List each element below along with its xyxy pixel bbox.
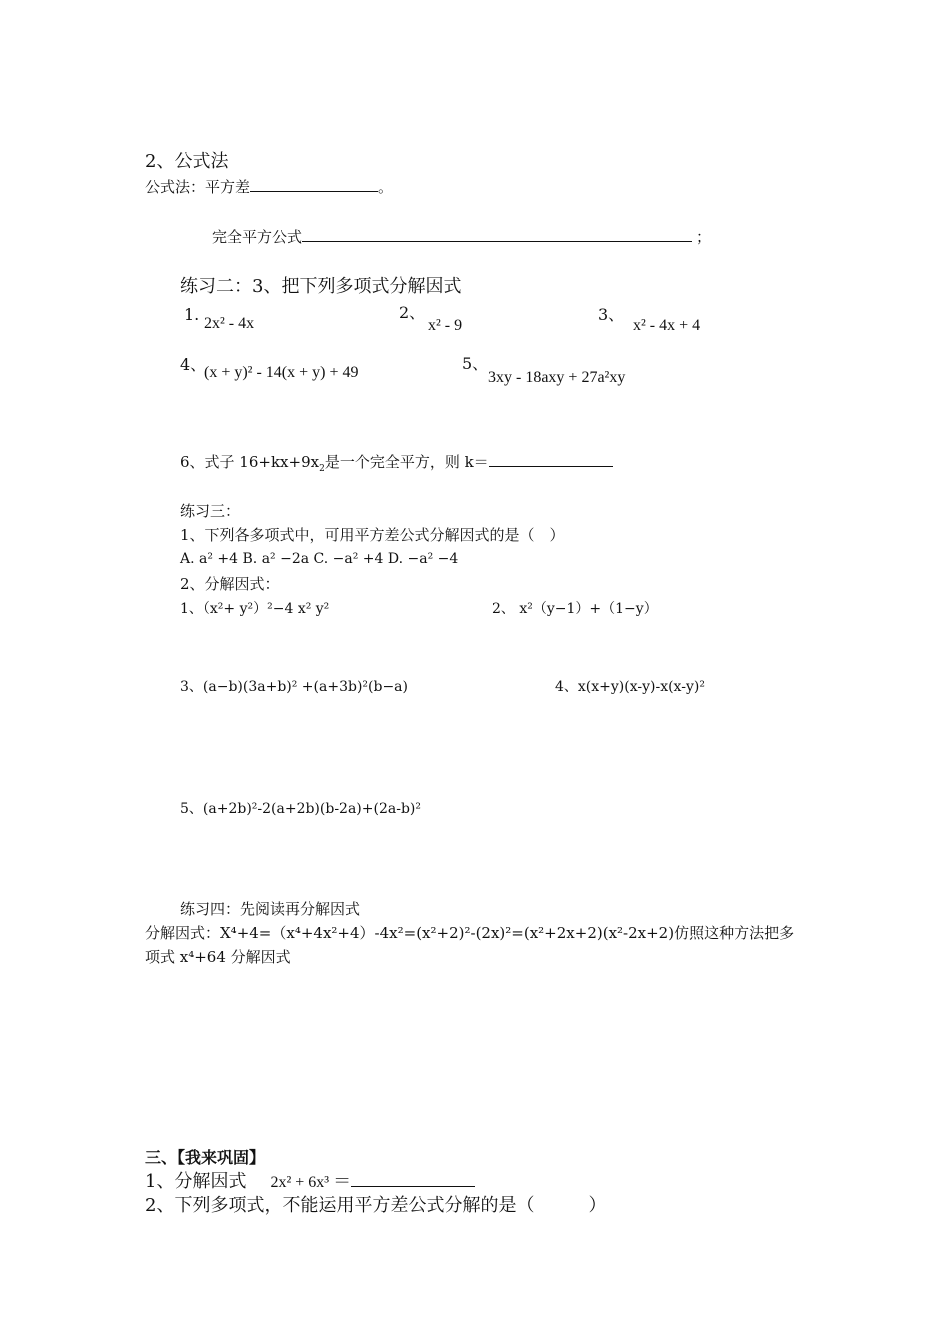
- exercise-2-title: 练习二：3、把下列多项式分解因式: [180, 276, 462, 297]
- expression-1: 2x² - 4x: [204, 315, 255, 332]
- question-1-label: 1、分解因式: [145, 1171, 247, 1192]
- factor-item-2: 2、 x²（y−1）+（1−y）: [492, 601, 658, 617]
- factor-item-4: 4、x(x+y)(x-y)-x(x-y)²: [555, 679, 705, 695]
- consolidate-question-1: [145, 1173, 475, 1191]
- exponent: 2: [319, 464, 325, 474]
- question-6-rest: 是一个完全平方，则 k＝: [324, 453, 489, 471]
- question-6-text: 6、式子 16+kx+9x: [180, 453, 320, 471]
- difference-of-squares-blank[interactable]: [250, 191, 378, 192]
- answer-options: A. a² +4 B. a² −2a C. −a² +4 D. −a² −4: [180, 551, 459, 567]
- exercise-3-title: 练习三：: [180, 502, 241, 520]
- expression-2: x² - 9: [428, 317, 463, 334]
- perfect-square-blank[interactable]: [302, 241, 692, 242]
- answer-blank[interactable]: [351, 1186, 475, 1187]
- question-6: [180, 455, 613, 474]
- expression-4: (x + y)² - 14(x + y) + 49: [204, 364, 359, 381]
- consolidate-question-2: 2、下列多项式，不能运用平方差公式分解的是（ ）: [145, 1195, 607, 1216]
- exercise-4-title: 练习四：先阅读再分解因式: [180, 900, 361, 918]
- item-number: 1.: [184, 305, 200, 324]
- question-1-expression: 2x² + 6x³: [270, 1174, 330, 1191]
- perfect-square-line: [212, 230, 711, 245]
- expression-5: 3xy - 18axy + 27a²xy: [488, 369, 626, 386]
- item-number: 5、: [462, 354, 489, 373]
- section-heading: 2、公式法: [145, 151, 229, 172]
- item-number: 3、: [598, 305, 625, 324]
- expression-3: x² - 4x + 4: [633, 317, 701, 334]
- equals-sign: ＝: [333, 1171, 352, 1192]
- exercise-3-question-1: 1、下列各多项式中，可用平方差公式分解因式的是（ ）: [180, 526, 565, 544]
- formula-label: 公式法：平方差: [145, 178, 251, 196]
- item-number: 2、: [399, 303, 426, 322]
- section-3-heading: 三、【我来巩固】: [145, 1148, 266, 1167]
- formula-end: 。: [378, 178, 394, 196]
- formula-line: [145, 180, 393, 195]
- item-number: 4、: [180, 355, 207, 374]
- answer-blank[interactable]: [489, 466, 613, 467]
- exercise-4-example: 分解因式：X⁴+4=（x⁴+4x²+4）-4x²=(x²+2)²-(2x)²=(x²+2x+2)(x²-2x+2)仿照这种方法把多: [145, 924, 795, 942]
- factor-item-1: 1、（x²+ y²）²−4 x² y²: [180, 601, 330, 617]
- perfect-square-label: 完全平方公式: [212, 228, 303, 246]
- factor-item-5: 5、(a+2b)²-2(a+2b)(b-2a)+(2a-b)²: [180, 801, 421, 817]
- exercise-3-question-2: 2、分解因式：: [180, 575, 280, 593]
- factor-item-3: 3、(a−b)(3a+b)² +(a+3b)²(b−a): [180, 679, 408, 695]
- perfect-square-end: ；: [696, 228, 712, 246]
- exercise-4-task: 项式 x⁴+64 分解因式: [145, 948, 291, 966]
